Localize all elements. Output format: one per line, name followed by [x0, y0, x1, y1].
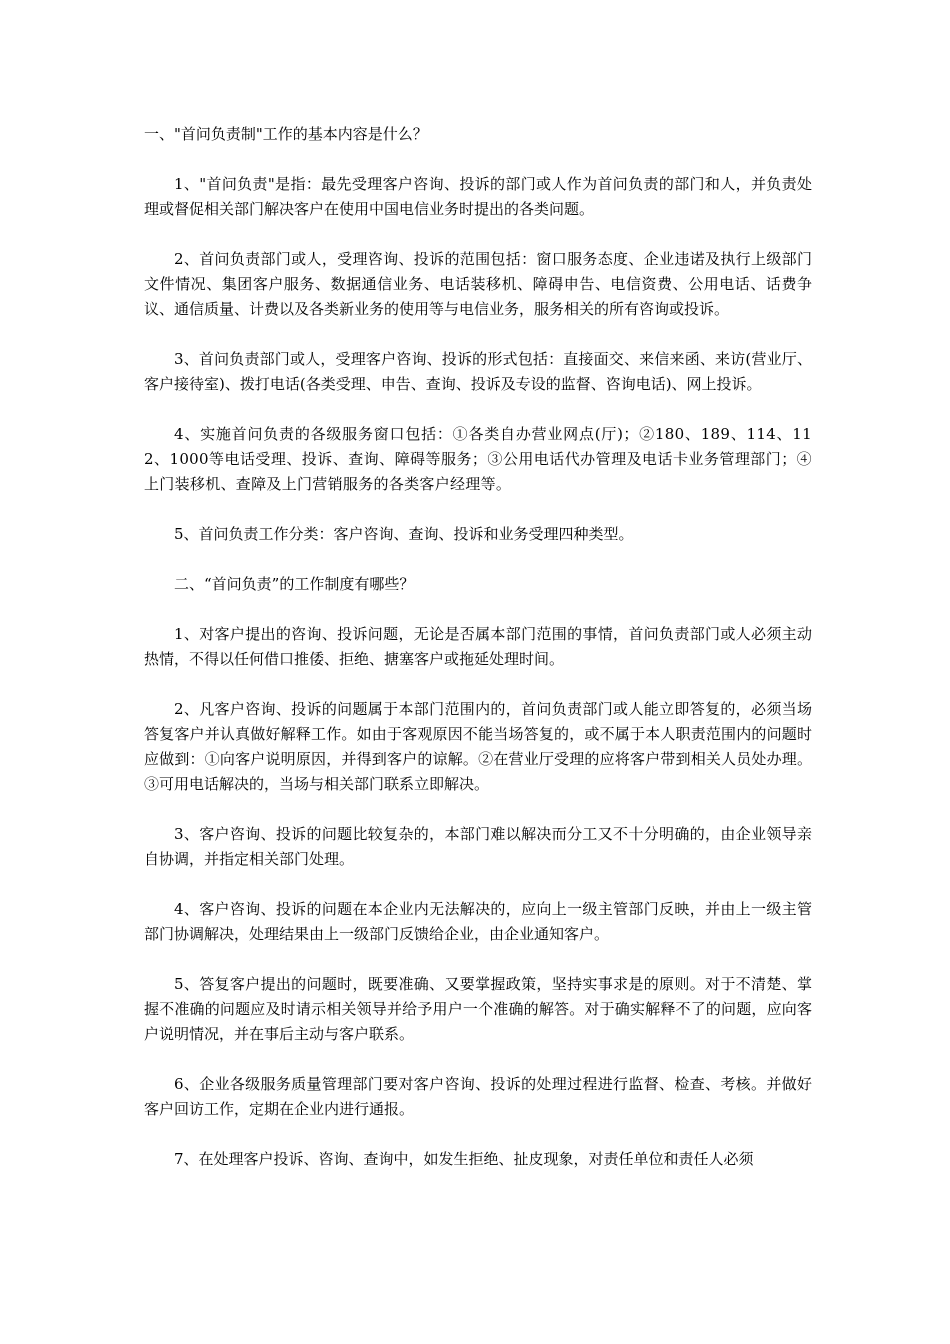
section-1-item-3: 3、首问负责部门或人，受理客户咨询、投诉的形式包括：直接面交、来信来函、来访(营业厅、客户接待室)、拨打电话(各类受理、申告、查询、投诉及专设的监督、咨询电话)、网上投诉。 [144, 350, 812, 393]
section-1-heading: 一、"首问负责制"工作的基本内容是什么？ [144, 125, 428, 143]
section-2-heading: 二、“首问负责”的工作制度有哪些？ [174, 575, 415, 593]
section-2-item-7: 7、在处理客户投诉、咨询、查询中，如发生拒绝、扯皮现象，对责任单位和责任人必须 [174, 1150, 754, 1168]
section-2-item-3: 3、客户咨询、投诉的问题比较复杂的，本部门难以解决而分工又不十分明确的，由企业领导亲自协调，并指定相关部门处理。 [144, 825, 812, 868]
section-2-item-5: 5、答复客户提出的问题时，既要准确、又要掌握政策，坚持实事求是的原则。对于不清楚、掌握不准确的问题应及时请示相关领导并给予用户一个准确的解答。对于确实解释不了的问题，应向客户说明情况，并在事后主动与客户联系。 [144, 975, 812, 1043]
section-2-item-2: 2、凡客户咨询、投诉的问题属于本部门范围内的，首问负责部门或人能立即答复的，必须当场答复客户并认真做好解释工作。如由于客观原因不能当场答复的，或不属于本人职责范围内的问题时应做到：①向客户说明原因，并得到客户的谅解。②在营业厅受理的应将客户带到相关人员处办理。③可用电话解决的，当场与相关部门联系立即解决。 [144, 700, 812, 793]
section-2-item-4: 4、客户咨询、投诉的问题在本企业内无法解决的，应向上一级主管部门反映，并由上一级主管部门协调解决，处理结果由上一级部门反馈给企业，由企业通知客户。 [144, 900, 812, 943]
section-1-item-5: 5、首问负责工作分类：客户咨询、查询、投诉和业务受理四种类型。 [174, 525, 634, 543]
section-1-item-1: 1、"首问负责"是指：最先受理客户咨询、投诉的部门或人作为首问负责的部门和人，并负责处理或督促相关部门解决客户在使用中国电信业务时提出的各类问题。 [144, 175, 812, 218]
section-2-item-1: 1、对客户提出的咨询、投诉问题，无论是否属本部门范围的事情，首问负责部门或人必须主动热情，不得以任何借口推倭、拒绝、搪塞客户或拖延处理时间。 [144, 625, 812, 668]
section-1-item-2: 2、首问负责部门或人，受理咨询、投诉的范围包括：窗口服务态度、企业违诺及执行上级部门文件情况、集团客户服务、数据通信业务、电话装移机、障碍申告、电信资费、公用电话、话费争议、通信质量、计费以及各类新业务的使用等与电信业务，服务相关的所有咨询或投诉。 [144, 250, 812, 318]
section-2-item-6: 6、企业各级服务质量管理部门要对客户咨询、投诉的处理过程进行监督、检查、考核。并做好客户回访工作，定期在企业内进行通报。 [144, 1075, 812, 1118]
section-1-item-4: 4、实施首问负责的各级服务窗口包括：①各类自办营业网点(厅)；②180、189、114、112、1000等电话受理、投诉、查询、障碍等服务；③公用电话代办管理及电话卡业务管理部门；④上门装移机、查障及上门营销服务的各类客户经理等。 [144, 425, 812, 493]
document-body [144, 122, 812, 1197]
